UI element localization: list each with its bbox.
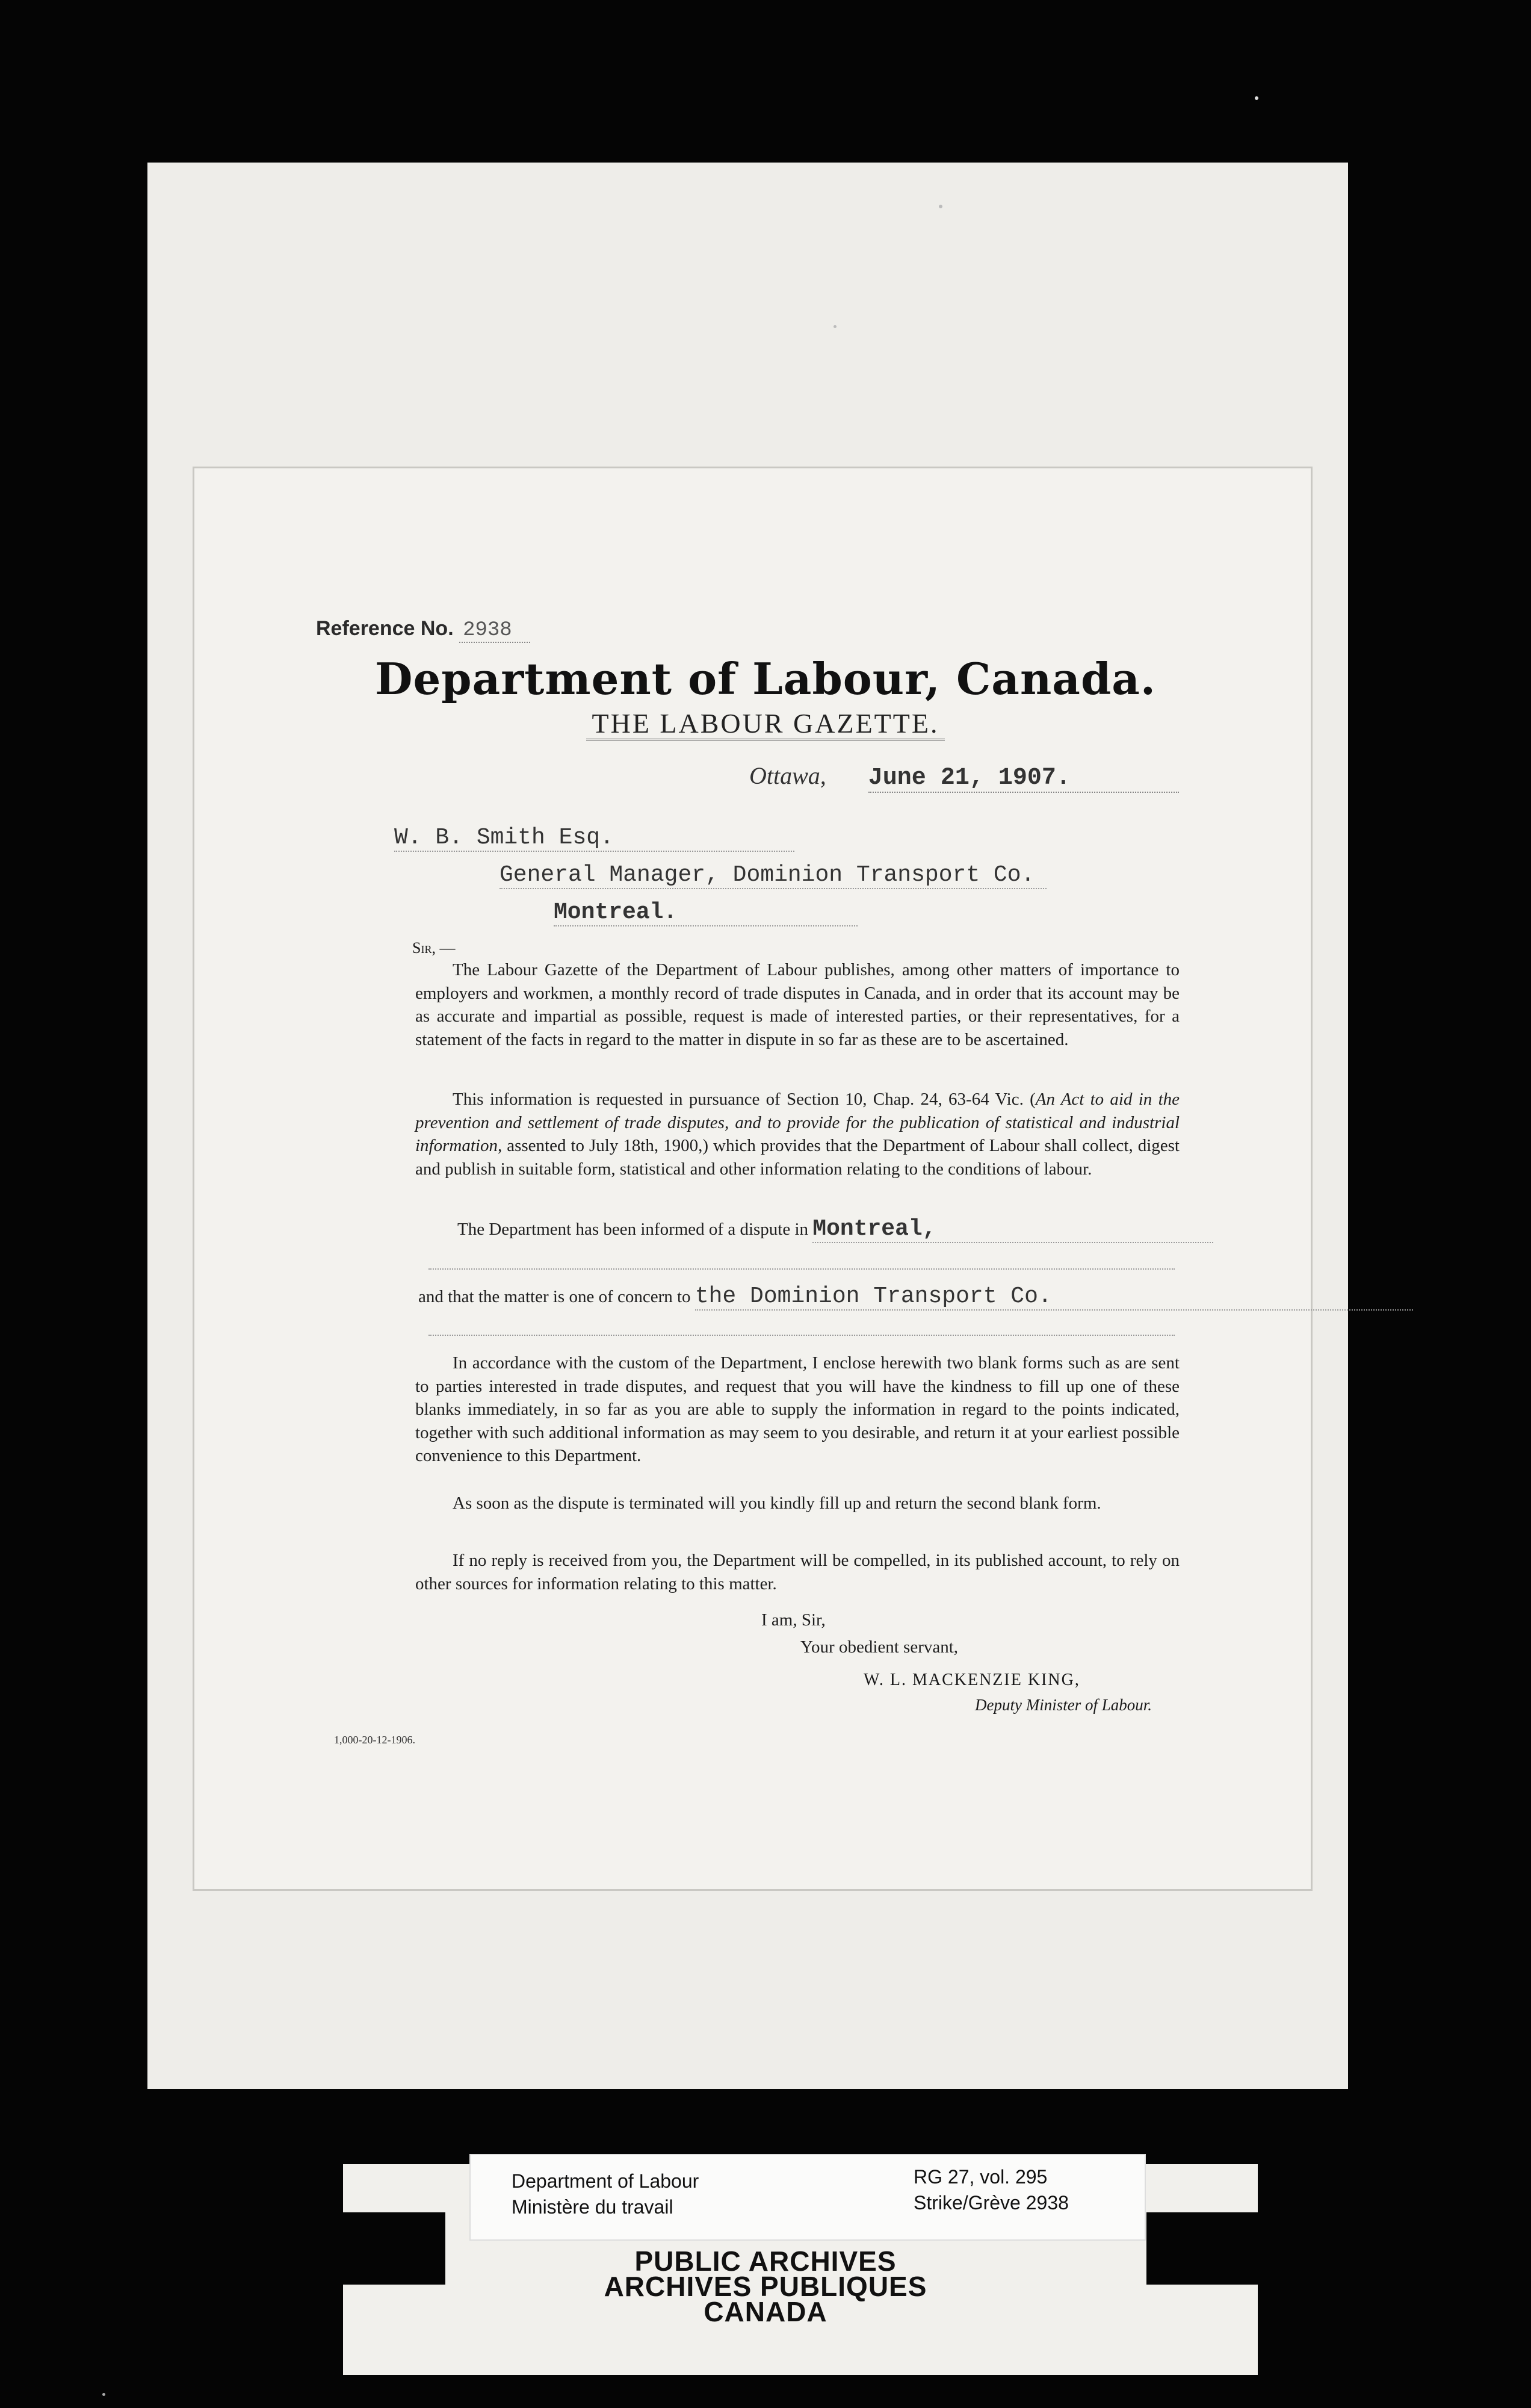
label-strike-number: Strike/Grève 2938	[914, 2192, 1069, 2214]
concern-intro: and that the matter is one of concern to	[418, 1287, 691, 1306]
publication-title-text: THE LABOUR GAZETTE.	[586, 708, 945, 740]
concern-party: the Dominion Transport Co.	[695, 1283, 1413, 1311]
dispute-line	[457, 1216, 1213, 1242]
paragraph-3: In accordance with the custom of the Department, I enclose herewith two blank forms such as are sent to parties interested in trade disputes, and request that you will have the kindness to fill up one of these blanks immediately, in so far as you are able to supply the information in regard to the points indicated, together with such additional information as may seem to you desirable, and return it at your earliest possible convenience to this Department.	[415, 1353, 1180, 1465]
addressee-title: General Manager, Dominion Transport Co.	[500, 862, 1047, 889]
reference-value: 2938	[459, 619, 530, 643]
act-title: An Act to aid in the prevention and settlement of trade disputes, and to provide for the publication of statistical and industrial information,	[415, 1090, 1180, 1155]
scan-speck	[102, 2393, 105, 2396]
paragraph-2-start: This information is requested in pursuance of Section 10, Chap. 24, 63-64 Vic. (	[453, 1090, 1036, 1109]
scan-speck	[939, 205, 942, 208]
label-record-group: RG 27, vol. 295	[914, 2166, 1048, 2188]
scan-speck	[1255, 96, 1258, 100]
reference-label: Reference No.	[316, 617, 454, 640]
archives-fr: ARCHIVES PUBLIQUES	[604, 2271, 927, 2302]
scan-speck	[834, 325, 837, 328]
closing-line-2: Your obedient servant,	[800, 1637, 959, 1657]
signatory-name: W. L. MACKENZIE KING,	[864, 1671, 1080, 1689]
paragraph-2	[415, 1088, 1180, 1181]
reference-number	[316, 617, 530, 642]
paragraph-2-end: assented to July 18th, 1900,) which provides that the Department of Labour shall collect, digest and publish in suitable form, statistical and other information relating to the conditions of labour.	[415, 1136, 1180, 1179]
dispute-intro: The Department has been informed of a dispute in	[457, 1220, 809, 1239]
paragraph-1: The Labour Gazette of the Department of Labour publishes, among other matters of importance to employers and workmen, a monthly record of trade disputes in Canada, and in order that its account may be as accurate and impartial as possible, request is made of interested parties, or their representatives, for a statement of the facts in regard to the matter in dispute in so far as these are to be ascertained.	[415, 960, 1180, 1049]
closing-line-1: I am, Sir,	[761, 1610, 826, 1630]
publication-title	[0, 707, 1531, 739]
place-label: Ottawa,	[749, 762, 826, 789]
paragraph-4: As soon as the dispute is terminated will you kindly fill up and return the second blank form.	[453, 1494, 1101, 1513]
letter-date: June 21, 1907.	[868, 765, 1179, 793]
blank-line	[428, 1267, 1175, 1270]
dateline	[749, 762, 1179, 792]
paragraph-5: If no reply is received from you, the Department will be compelled, in its published account, to rely on other sources for information relating to this matter.	[415, 1551, 1180, 1593]
label-dept-fr: Ministère du travail	[512, 2196, 673, 2218]
department-heading: Department of Labour, Canada.	[375, 653, 1156, 704]
concern-line	[418, 1283, 1413, 1309]
label-dept-en: Department of Labour	[512, 2170, 699, 2192]
archives-en: PUBLIC ARCHIVES	[634, 2245, 897, 2277]
addressee-city: Montreal.	[554, 899, 858, 926]
print-code: 1,000-20-12-1906.	[334, 1734, 415, 1746]
salutation: Sir, —	[412, 939, 456, 957]
addressee-name: W. B. Smith Esq.	[394, 825, 794, 852]
signatory-title: Deputy Minister of Labour.	[975, 1696, 1152, 1714]
archives-country: CANADA	[704, 2296, 827, 2327]
dispute-place: Montreal,	[812, 1216, 1213, 1243]
blank-line	[428, 1333, 1175, 1336]
